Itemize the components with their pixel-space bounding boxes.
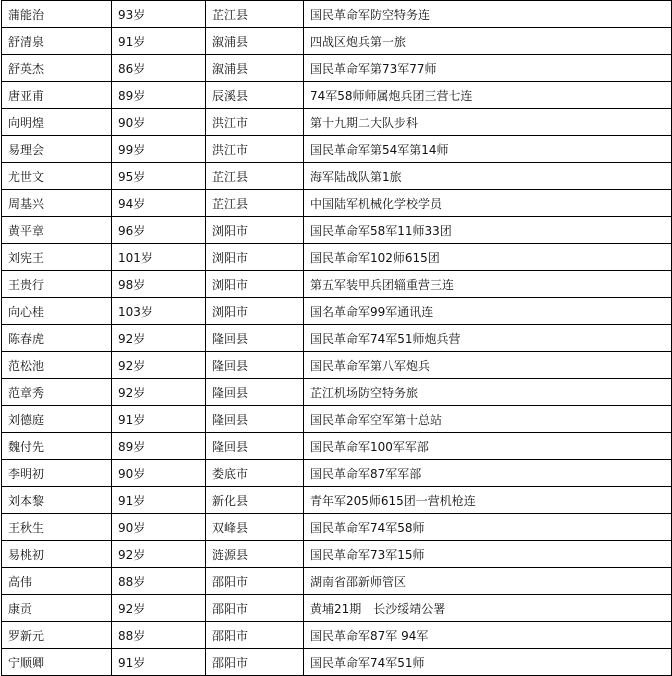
name-cell: 易理会	[2, 136, 112, 163]
name-cell: 陈春虎	[2, 325, 112, 352]
veterans-table-body	[2, 1, 672, 676]
age-cell: 92岁	[112, 541, 206, 568]
county-cell: 邵阳市	[206, 649, 304, 676]
unit-cell: 中国陆军机械化学校学员	[304, 190, 672, 217]
age-cell: 92岁	[112, 595, 206, 622]
unit-cell: 国民革命军74军51师	[304, 649, 672, 676]
age-cell: 90岁	[112, 109, 206, 136]
unit-cell: 国民革命军74军58师	[304, 514, 672, 541]
table-row	[2, 622, 672, 649]
name-cell: 尤世文	[2, 163, 112, 190]
county-cell: 隆回县	[206, 379, 304, 406]
county-cell: 芷江县	[206, 163, 304, 190]
age-cell: 98岁	[112, 271, 206, 298]
age-cell: 89岁	[112, 82, 206, 109]
unit-cell: 海军陆战队第1旅	[304, 163, 672, 190]
table-row	[2, 649, 672, 676]
county-cell: 隆回县	[206, 433, 304, 460]
name-cell: 舒英杰	[2, 55, 112, 82]
county-cell: 芷江县	[206, 1, 304, 28]
age-cell: 91岁	[112, 649, 206, 676]
table-row	[2, 595, 672, 622]
unit-cell: 四战区炮兵第一旅	[304, 28, 672, 55]
unit-cell: 青年军205师615团一营机枪连	[304, 487, 672, 514]
name-cell: 舒清泉	[2, 28, 112, 55]
table-row	[2, 217, 672, 244]
county-cell: 邵阳市	[206, 595, 304, 622]
name-cell: 康贡	[2, 595, 112, 622]
county-cell: 浏阳市	[206, 244, 304, 271]
age-cell: 93岁	[112, 1, 206, 28]
age-cell: 91岁	[112, 406, 206, 433]
age-cell: 91岁	[112, 487, 206, 514]
table-row	[2, 433, 672, 460]
age-cell: 96岁	[112, 217, 206, 244]
county-cell: 隆回县	[206, 352, 304, 379]
table-row	[2, 325, 672, 352]
county-cell: 溆浦县	[206, 28, 304, 55]
county-cell: 洪江市	[206, 109, 304, 136]
name-cell: 黄平章	[2, 217, 112, 244]
age-cell: 90岁	[112, 514, 206, 541]
unit-cell: 国民革命军102师615团	[304, 244, 672, 271]
table-row	[2, 298, 672, 325]
name-cell: 王贵行	[2, 271, 112, 298]
age-cell: 90岁	[112, 460, 206, 487]
age-cell: 91岁	[112, 28, 206, 55]
table-row	[2, 136, 672, 163]
name-cell: 刘德庭	[2, 406, 112, 433]
age-cell: 86岁	[112, 55, 206, 82]
age-cell: 95岁	[112, 163, 206, 190]
name-cell: 唐亚甫	[2, 82, 112, 109]
age-cell: 88岁	[112, 622, 206, 649]
table-row	[2, 82, 672, 109]
county-cell: 浏阳市	[206, 298, 304, 325]
veterans-table	[1, 0, 672, 676]
table-row	[2, 1, 672, 28]
unit-cell: 国民革命军73军15师	[304, 541, 672, 568]
county-cell: 隆回县	[206, 325, 304, 352]
county-cell: 芷江县	[206, 190, 304, 217]
unit-cell: 芷江机场防空特务旅	[304, 379, 672, 406]
table-row	[2, 568, 672, 595]
age-cell: 89岁	[112, 433, 206, 460]
unit-cell: 黄埔21期 长沙绥靖公署	[304, 595, 672, 622]
county-cell: 邵阳市	[206, 568, 304, 595]
unit-cell: 国民革命军87军 94军	[304, 622, 672, 649]
name-cell: 向明煌	[2, 109, 112, 136]
county-cell: 新化县	[206, 487, 304, 514]
age-cell: 103岁	[112, 298, 206, 325]
unit-cell: 74军58师师属炮兵团三营七连	[304, 82, 672, 109]
table-row	[2, 541, 672, 568]
county-cell: 浏阳市	[206, 271, 304, 298]
table-row	[2, 352, 672, 379]
name-cell: 周基兴	[2, 190, 112, 217]
table-row	[2, 271, 672, 298]
table-row	[2, 163, 672, 190]
table-row	[2, 109, 672, 136]
county-cell: 娄底市	[206, 460, 304, 487]
unit-cell: 国民革命军防空特务连	[304, 1, 672, 28]
age-cell: 101岁	[112, 244, 206, 271]
age-cell: 94岁	[112, 190, 206, 217]
unit-cell: 湖南省邵新师管区	[304, 568, 672, 595]
county-cell: 邵阳市	[206, 622, 304, 649]
unit-cell: 国民革命军空军第十总站	[304, 406, 672, 433]
table-row	[2, 55, 672, 82]
table-row	[2, 460, 672, 487]
unit-cell: 国民革命军第54军第14师	[304, 136, 672, 163]
name-cell: 向心桂	[2, 298, 112, 325]
name-cell: 李明初	[2, 460, 112, 487]
unit-cell: 第五军装甲兵团辎重营三连	[304, 271, 672, 298]
table-row	[2, 244, 672, 271]
name-cell: 刘本黎	[2, 487, 112, 514]
name-cell: 范章秀	[2, 379, 112, 406]
age-cell: 92岁	[112, 352, 206, 379]
unit-cell: 国民革命军第八军炮兵	[304, 352, 672, 379]
unit-cell: 国民革命军87军军部	[304, 460, 672, 487]
table-row	[2, 379, 672, 406]
name-cell: 刘宪王	[2, 244, 112, 271]
unit-cell: 国民革命军100军军部	[304, 433, 672, 460]
name-cell: 高伟	[2, 568, 112, 595]
unit-cell: 第十九期二大队步科	[304, 109, 672, 136]
age-cell: 99岁	[112, 136, 206, 163]
name-cell: 范松池	[2, 352, 112, 379]
county-cell: 溆浦县	[206, 55, 304, 82]
county-cell: 洪江市	[206, 136, 304, 163]
unit-cell: 国民革命军第73军77师	[304, 55, 672, 82]
name-cell: 魏付先	[2, 433, 112, 460]
name-cell: 宁顺卿	[2, 649, 112, 676]
unit-cell: 国民革命军74军51师炮兵营	[304, 325, 672, 352]
name-cell: 王秋生	[2, 514, 112, 541]
table-row	[2, 487, 672, 514]
unit-cell: 国名革命军99军通讯连	[304, 298, 672, 325]
name-cell: 易桃初	[2, 541, 112, 568]
county-cell: 辰溪县	[206, 82, 304, 109]
table-row	[2, 28, 672, 55]
table-row	[2, 190, 672, 217]
county-cell: 双峰县	[206, 514, 304, 541]
name-cell: 蒲能治	[2, 1, 112, 28]
county-cell: 浏阳市	[206, 217, 304, 244]
table-row	[2, 406, 672, 433]
unit-cell: 国民革命军58军11师33团	[304, 217, 672, 244]
name-cell: 罗新元	[2, 622, 112, 649]
age-cell: 88岁	[112, 568, 206, 595]
age-cell: 92岁	[112, 379, 206, 406]
county-cell: 涟源县	[206, 541, 304, 568]
table-row	[2, 514, 672, 541]
county-cell: 隆回县	[206, 406, 304, 433]
age-cell: 92岁	[112, 325, 206, 352]
